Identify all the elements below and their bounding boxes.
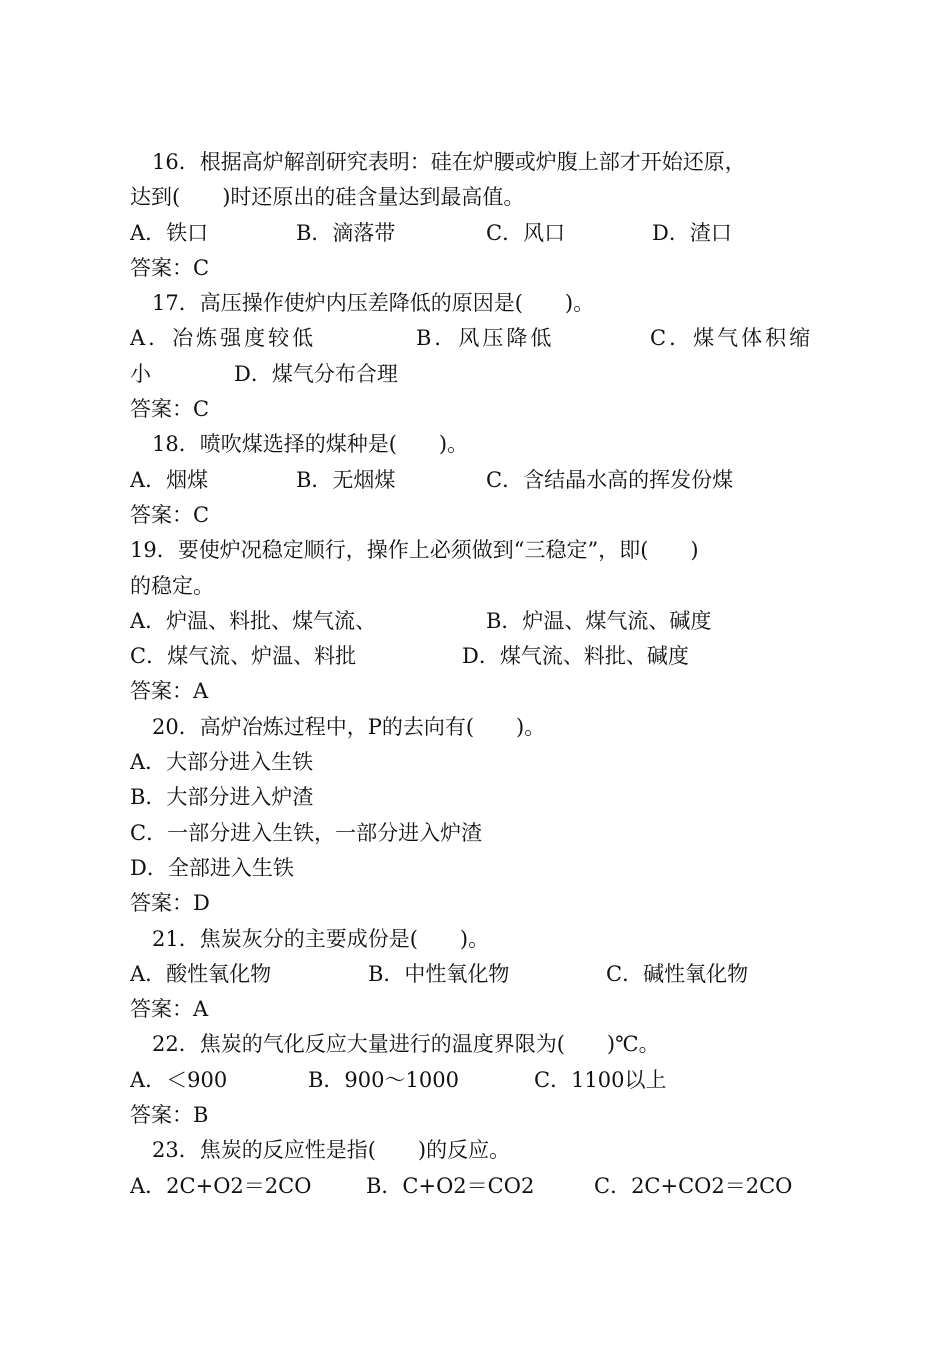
q22-stem: 22．焦炭的气化反应大量进行的温度界限为( )℃。 (152, 1032, 660, 1057)
q21-stem: 21．焦炭灰分的主要成份是( )。 (152, 926, 490, 951)
q23-option-a: A．2C+O2＝2CO (130, 1173, 312, 1198)
q23-option-c: C．2C+CO2＝2CO (594, 1173, 793, 1198)
q19-option-c: C．煤气流、炉温、料批 (130, 644, 357, 669)
q17-option-c: C．煤气体积缩 (650, 326, 814, 351)
q17-option-d: D．煤气分布合理 (234, 361, 398, 386)
q16-option-a: A．铁口 (130, 220, 209, 245)
q20-stem: 20．高炉冶炼过程中，P的去向有( )。 (152, 714, 546, 739)
q16-options (130, 216, 830, 251)
q23-option-b: B．C+O2＝CO2 (366, 1173, 535, 1198)
q17-option-a: A．冶炼强度较低 (130, 326, 317, 351)
q20-option-d: D．全部进入生铁 (130, 855, 294, 880)
q19-options-line-1 (130, 604, 830, 639)
q18-options (130, 463, 830, 498)
q16-option-d: D．渣口 (652, 220, 732, 245)
q19-option-d: D．煤气流、料批、碱度 (462, 644, 689, 669)
q17-options-line-2 (130, 357, 830, 392)
q21-option-a: A．酸性氧化物 (130, 961, 272, 986)
q16-answer: 答案：C (130, 255, 210, 280)
q22-option-c: C．1100以上 (534, 1067, 667, 1092)
q22-answer: 答案：B (130, 1103, 209, 1128)
q22-option-b: B．900～1000 (308, 1067, 459, 1092)
q20-option-a: A．大部分进入生铁 (130, 750, 314, 775)
q17-option-c-cont: 小 (130, 361, 151, 386)
q16-stem-line-2: 达到( )时还原出的硅含量达到最高值。 (130, 185, 525, 210)
q18-stem: 18．喷吹煤选择的煤种是( )。 (152, 432, 469, 457)
q18-answer: 答案：C (130, 502, 210, 527)
q17-option-b: B．风压降低 (416, 326, 555, 351)
q20-answer: 答案：D (130, 891, 210, 916)
q17-options-line-1 (130, 321, 830, 356)
q16-option-c: C．风口 (486, 220, 566, 245)
q16-option-b: B．滴落带 (296, 220, 396, 245)
q19-stem-line-2: 的稳定。 (130, 573, 214, 598)
q22-option-a: A．＜900 (130, 1067, 228, 1092)
q19-option-a: A．炉温、料批、煤气流、 (130, 608, 377, 633)
q19-stem-line-1: 19．要使炉况稳定顺行，操作上必须做到“三稳定”，即( ) (130, 538, 699, 563)
q21-option-c: C．碱性氧化物 (606, 961, 749, 986)
q21-answer: 答案：A (130, 997, 209, 1022)
q20-option-c: C．一部分进入生铁，一部分进入炉渣 (130, 820, 483, 845)
q19-answer: 答案：A (130, 679, 209, 704)
q18-option-c: C．含结晶水高的挥发份煤 (486, 467, 734, 492)
q18-option-b: B．无烟煤 (296, 467, 396, 492)
q18-option-a: A．烟煤 (130, 467, 209, 492)
q16-stem-line-1: 16．根据高炉解剖研究表明：硅在炉腰或炉腹上部才开始还原， (152, 150, 746, 174)
q17-stem: 17．高压操作使炉内压差降低的原因是( )。 (152, 291, 595, 316)
q21-option-b: B．中性氧化物 (368, 961, 510, 986)
document-page (130, 145, 830, 1204)
q20-option-b: B．大部分进入炉渣 (130, 785, 314, 810)
q19-options-line-2 (130, 639, 830, 674)
q19-option-b: B．炉温、煤气流、碱度 (486, 608, 712, 633)
q21-options (130, 957, 830, 992)
q17-answer: 答案：C (130, 397, 210, 422)
q22-options (130, 1063, 830, 1098)
q23-stem: 23．焦炭的反应性是指( )的反应。 (152, 1138, 511, 1163)
q23-options (130, 1169, 830, 1204)
